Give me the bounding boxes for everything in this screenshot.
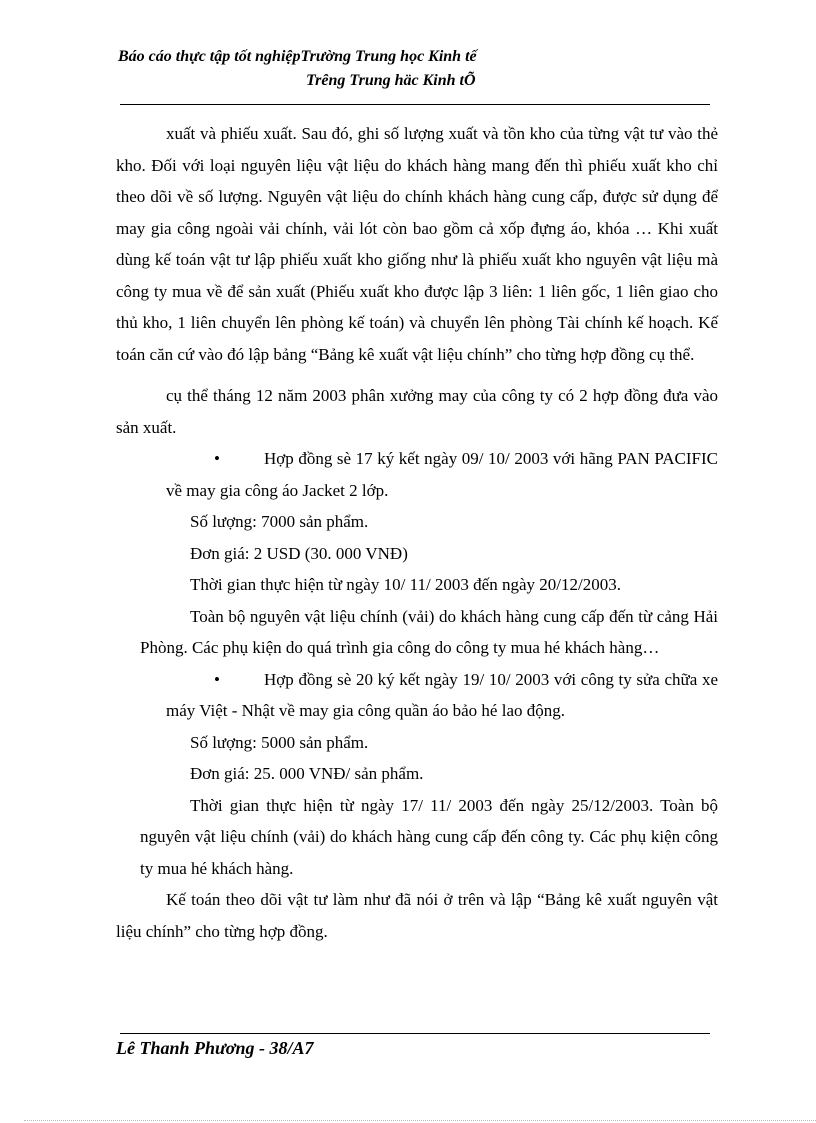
paragraph-final: Kế toán theo dõi vật tư làm như đã nói ở trên và lập “Bảng kê xuất nguyên vật liệu chính” cho từng hợp đồng. (116, 890, 718, 941)
bullet-icon: • (214, 669, 220, 689)
contract-2 (116, 664, 718, 885)
contract-1-title: Hợp đồng sè 17 ký kết ngày 09/ 10/ 2003 với hãng PAN PACIFIC về may gia công áo Jacket 2 lớp. (166, 449, 718, 500)
page-edge (24, 1120, 816, 1121)
header-subtitle: Trêng Trung häc Kinh tÕ (306, 72, 476, 89)
paragraph-1: xuất và phiếu xuất. Sau đó, ghi số lượng xuất và tồn kho của từng vật tư vào thẻ kho. Đối với loại nguyên liệu vật liệu do khách hàng mang đến thì phiếu xuất kho chỉ theo dõi về số lượng. Nguyên vật liệu do chính khách hàng cung cấp, được sử dụng để may gia công ngoài vải chính, vải lót còn bao gồm cả xốp đựng áo, khóa … Khi xuất dùng kế toán vật tư lập phiếu xuất kho giống như là phiếu xuất kho nguyên vật liệu mà công ty mua về để sản xuất (Phiếu xuất kho được lập 3 liên: 1 liên gốc, 1 liên giao cho thủ kho, 1 liên chuyển lên phòng kế toán) và chuyển lên phòng Tài chính kế hoạch. Kế toán căn cứ vào đó lập bảng “Bảng kê xuất vật liệu chính” cho từng hợp đồng cụ thể. (116, 124, 718, 364)
contract-2-title: Hợp đồng sè 20 ký kết ngày 19/ 10/ 2003 với công ty sửa chữa xe máy Việt - Nhật về may gia công quần áo bảo hé lao động. (166, 669, 718, 720)
footer-rule (120, 1033, 710, 1034)
contract-2-period-note: Thời gian thực hiện từ ngày 17/ 11/ 2003 đến ngày 25/12/2003. Toàn bộ nguyên vật liệu chính (vải) do khách hàng cung cấp đến công ty. Các phụ kiện công ty mua hé khách hàng. (140, 795, 718, 878)
document-body (116, 118, 718, 947)
contract-1-note: Toàn bộ nguyên vật liệu chính (vải) do khách hàng cung cấp đến từ cảng Hải Phòng. Các phụ kiện do quá trình gia công do công ty mua hé khách hàng… (140, 606, 718, 657)
contract-1-price: Đơn giá: 2 USD (30. 000 VNĐ) (190, 543, 408, 563)
contract-1 (116, 443, 718, 664)
contract-1-quantity: Số lượng: 7000 sản phẩm. (190, 512, 369, 531)
paragraph-2: cụ thể tháng 12 năm 2003 phân xưởng may của công ty có 2 hợp đồng đưa vào sản xuất. (116, 386, 718, 437)
bullet-icon: • (214, 449, 220, 468)
contract-2-quantity: Số lượng: 5000 sản phẩm. (190, 732, 369, 752)
header-rule (120, 104, 710, 105)
contract-1-period: Thời gian thực hiện từ ngày 10/ 11/ 2003 đến ngày 20/12/2003. (190, 575, 621, 594)
header-title: Báo cáo thực tập tốt nghiệpTrường Trung học Kinh tế (118, 48, 477, 65)
contract-2-price: Đơn giá: 25. 000 VNĐ/ sản phẩm. (190, 764, 424, 783)
footer-author: Lê Thanh Phương - 38/A7 (116, 1038, 314, 1058)
